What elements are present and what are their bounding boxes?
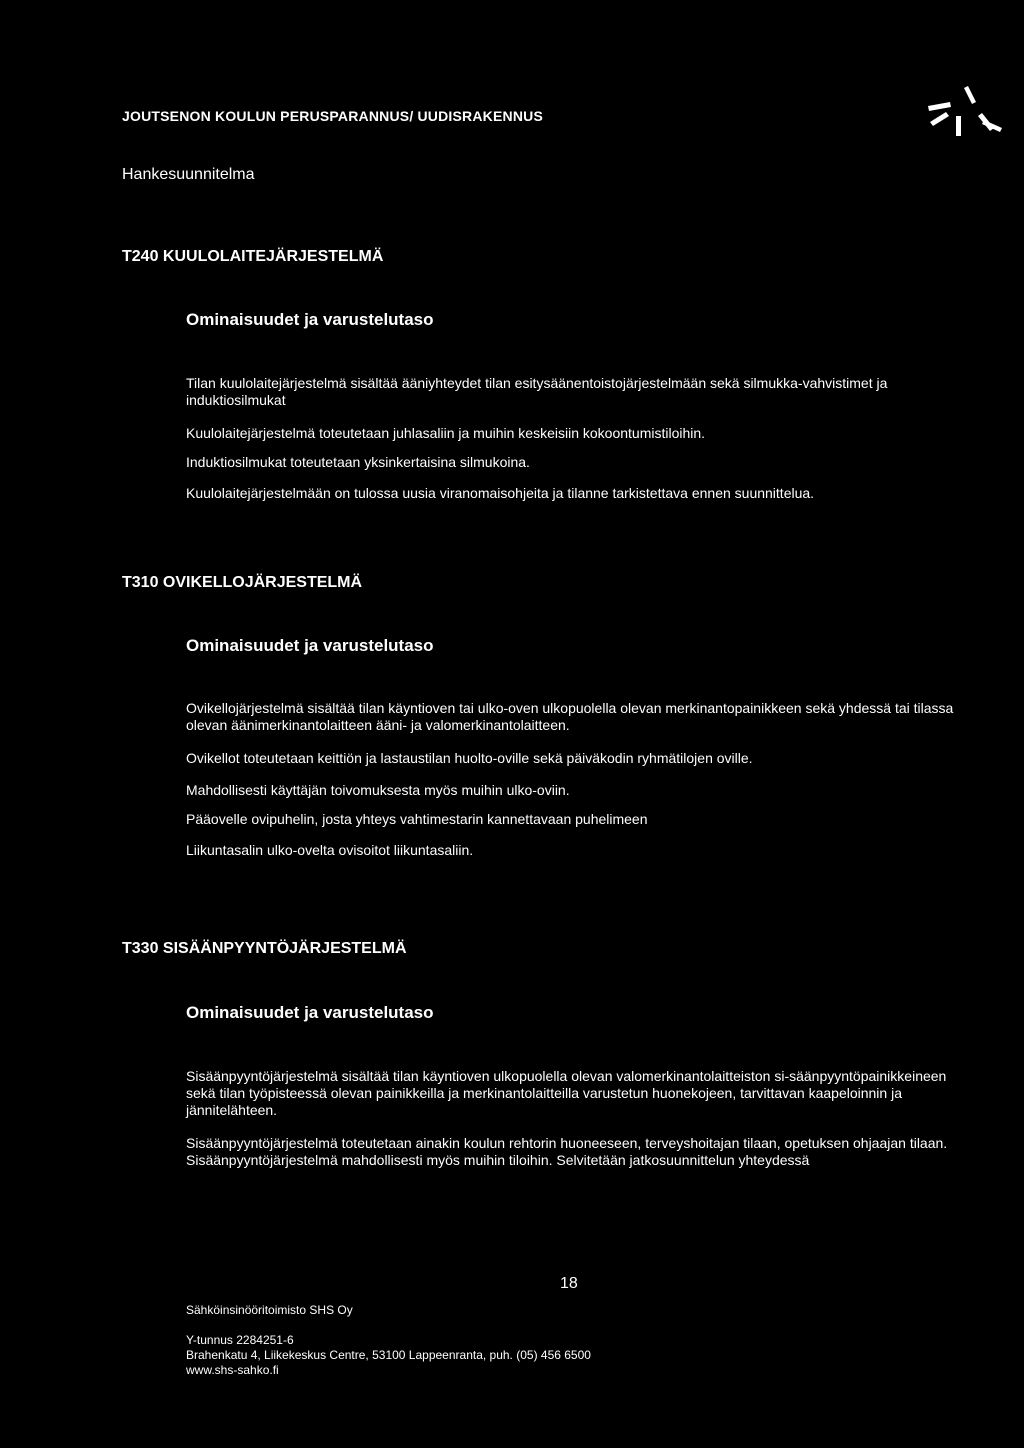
section-subtitle-t330: Ominaisuudet ja varustelutaso	[186, 1003, 434, 1022]
section-title-t240: T240 KUULOLAITEJÄRJESTELMÄ	[122, 248, 384, 265]
section-title-t330: T330 SISÄÄNPYYNTÖJÄRJESTELMÄ	[122, 940, 407, 957]
section-subtitle-t240: Ominaisuudet ja varustelutaso	[186, 310, 434, 329]
paragraph: Kuulolaitejärjestelmä toteutetaan juhlasaliin ja muihin keskeisiin kokoontumistiloihin.	[186, 425, 706, 441]
footer-address: Brahenkatu 4, Liikekeskus Centre, 53100 Lappeenranta, puh. (05) 456 6500	[186, 1348, 591, 1362]
footer-website: www.shs-sahko.fi	[186, 1363, 279, 1377]
section-title-t310: T310 OVIKELLOJÄRJESTELMÄ	[122, 574, 363, 591]
header-document-type: Hankesuunnitelma	[122, 166, 255, 183]
paragraph: Liikuntasalin ulko-ovelta ovisoitot liikuntasaliin.	[186, 842, 474, 858]
footer-company: Sähköinsinööritoimisto SHS Oy	[186, 1303, 353, 1317]
paragraph: Induktiosilmukat toteutetaan yksinkertaisina silmukoina.	[186, 454, 530, 470]
page-number: 18	[560, 1275, 578, 1292]
paragraph: Sisäänpyyntöjärjestelmä sisältää tilan käyntioven ulkopuolella olevan valomerkinantolaitteiston si-säänpyyntöpainikkeineen sekä tilan työpisteessä olevan painikkeilla ja merkinantolaitteilla varustetun huonekojeen, tarvittavan kaapeloinnin ja jännitelähteen.	[186, 1068, 947, 1118]
header-project-title: JOUTSENON KOULUN PERUSPARANNUS/ UUDISRAKENNUS	[122, 108, 543, 124]
paragraph: Tilan kuulolaitejärjestelmä sisältää ääniyhteydet tilan esitysäänentoistojärjestelmään sekä silmukka-vahvistimet ja induktiosilmukat	[186, 375, 888, 408]
paragraph: Kuulolaitejärjestelmään on tulossa uusia viranomaisohjeita ja tilanne tarkistettava ennen suunnittelua.	[186, 485, 815, 501]
paragraph: Ovikellot toteutetaan keittiön ja lastaustilan huolto-oville sekä päiväkodin ryhmätilojen oville.	[186, 750, 753, 766]
paragraph: Sisäänpyyntöjärjestelmä toteutetaan ainakin koulun rehtorin huoneeseen, terveyshoitajan tilaan, opetuksen ohjaajan tilaan. Sisäänpyyntöjärjestelmä mahdollisesti myös muihin tiloihin. Selvitetään jatkosuunnittelun yhteydessä	[186, 1135, 948, 1168]
paragraph: Mahdollisesti käyttäjän toivomuksesta myös muihin ulko-oviin.	[186, 782, 570, 798]
footer-business-id: Y-tunnus 2284251-6	[186, 1333, 294, 1347]
paragraph: Ovikellojärjestelmä sisältää tilan käyntioven tai ulko-oven ulkopuolella olevan merkinantopainikkeen sekä yhdessä tai tilassa olevan äänimerkinantolaitteen ääni- ja valomerkinantolaitteen.	[186, 700, 954, 733]
section-subtitle-t310: Ominaisuudet ja varustelutaso	[186, 636, 434, 655]
paragraph: Pääovelle ovipuhelin, josta yhteys vahtimestarin kannettavaan puhelimeen	[186, 811, 648, 827]
company-logo-icon	[920, 80, 1010, 140]
